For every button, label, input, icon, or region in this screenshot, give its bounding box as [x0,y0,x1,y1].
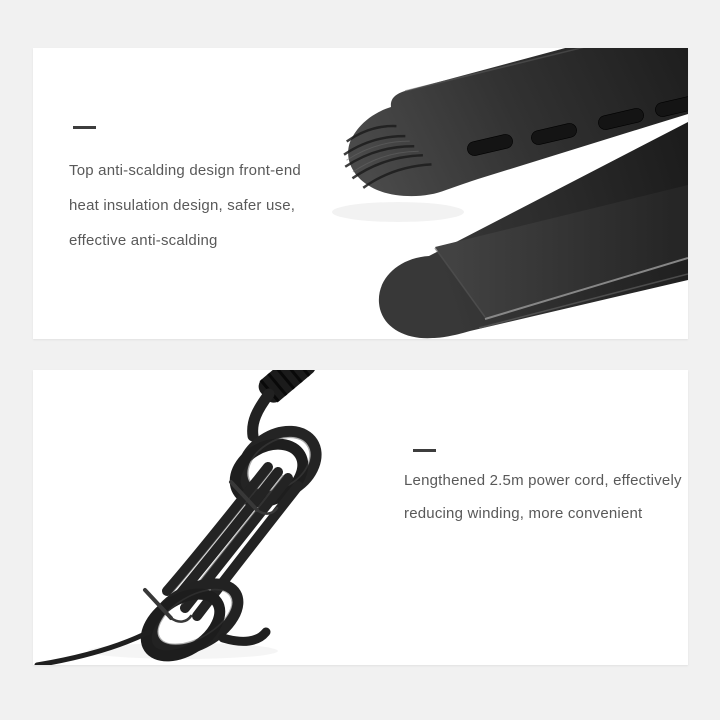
cord-shadow [88,643,278,659]
plate-bevel-highlight [485,258,688,319]
feature-card-power-cord [33,370,688,665]
feature-line: heat insulation design, safer use, [69,197,296,214]
dash-marker [73,126,96,129]
feature-lines [69,153,301,258]
cord-lead [253,394,269,436]
cord-bundle [167,467,298,616]
cord-exit-end [37,632,149,665]
cord-highlight [182,476,283,604]
vent-hole [597,107,645,131]
feature-line: Lengthened 2.5m power cord, effectively [404,472,682,489]
cord-top-loop [225,418,329,514]
feature-text-power-cord [404,449,682,530]
heating-plate [435,185,688,318]
flat-iron-lower-arm [379,122,688,338]
anti-scald-tip-ridges [338,116,433,190]
cord-bottom-loop [135,570,266,665]
vent-hole [466,133,514,157]
cord-tie [145,482,277,622]
flat-iron-upper-arm [338,48,688,196]
feature-text-anti-scalding [69,126,301,258]
tip-shadow [332,202,464,222]
feature-lines [404,464,682,530]
feature-line: effective anti-scalding [69,232,218,249]
feature-line: Top anti-scalding design front-end [69,162,301,179]
feature-line: reducing winding, more convenient [404,505,643,522]
vent-hole [654,94,688,118]
cord-strain-relief [255,370,320,407]
vent-hole [530,122,578,146]
vent-holes [466,94,688,157]
dash-marker [413,449,436,452]
feature-card-anti-scalding [33,48,688,339]
